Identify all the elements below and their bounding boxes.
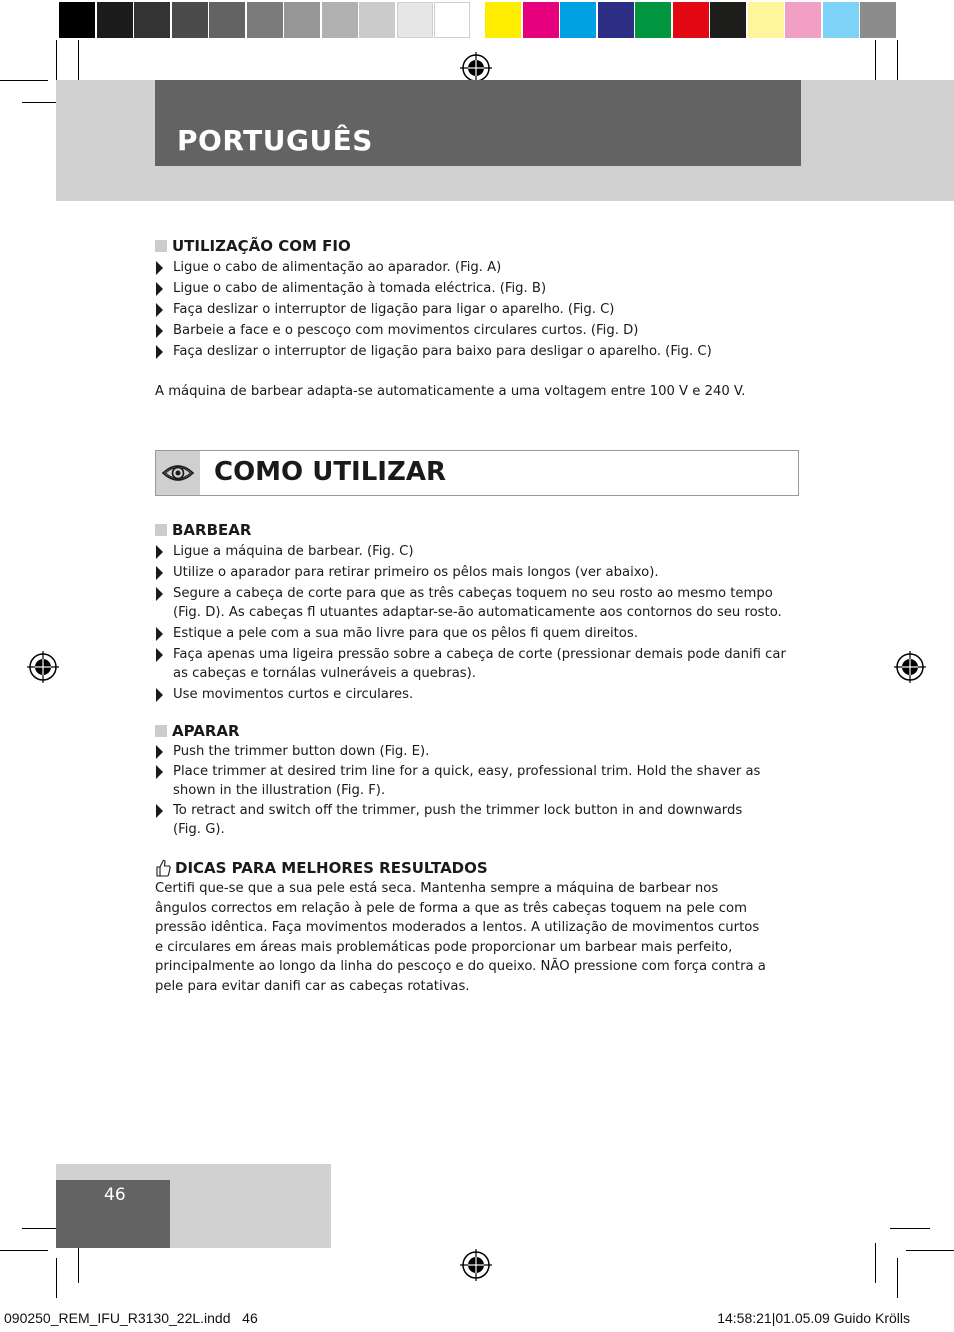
color-swatch <box>359 2 395 38</box>
section-heading-text: BARBEAR <box>172 521 252 539</box>
triangle-bullet-icon <box>156 282 163 296</box>
color-swatch <box>635 2 671 38</box>
color-swatch <box>172 2 208 38</box>
list-item <box>155 685 786 704</box>
list-item <box>155 624 786 643</box>
triangle-bullet-icon <box>156 745 163 759</box>
paragraph-line: pele para evitar danifi car as cabeças rotativas. <box>155 978 470 994</box>
section-heading-text: UTILIZAÇÃO COM FIO <box>172 237 351 255</box>
paragraph-line: e circulares em áreas mais problemáticas pode proporcionar um barbear mais perfeito, <box>155 939 733 955</box>
section-heading-dicas <box>155 859 488 877</box>
grayscale-swatch-bar <box>59 2 472 38</box>
page-number-box <box>56 1180 170 1248</box>
voltage-note: A máquina de barbear adapta-se automaticamente a uma voltagem entre 100 V e 240 V. <box>155 384 746 399</box>
crop-mark <box>56 1258 57 1298</box>
color-swatch <box>860 2 896 38</box>
list-item-text: shown in the illustration (Fig. F). <box>173 783 386 798</box>
timestamp-slug: 14:58:21|01.05.09 Guido Krölls <box>717 1310 910 1326</box>
section-heading-barbear <box>155 521 251 539</box>
section-title: COMO UTILIZAR <box>214 457 446 487</box>
list-item-text: Utilize o aparador para retirar primeiro os pêlos mais longos (ver abaixo). <box>173 565 659 580</box>
paragraph-line: ângulos correctos em relação à pele de forma a que as três cabeças toquem na pele com <box>155 900 747 916</box>
square-bullet-icon <box>155 524 167 536</box>
square-bullet-icon <box>155 240 167 252</box>
eye-icon <box>156 451 200 495</box>
triangle-bullet-icon <box>156 324 163 338</box>
color-swatch <box>209 2 245 38</box>
thumbs-up-icon <box>155 859 171 877</box>
section-heading-utilizacao <box>155 237 351 255</box>
square-bullet-icon <box>155 725 167 737</box>
triangle-bullet-icon <box>156 345 163 359</box>
list-item <box>155 645 786 683</box>
icon-box <box>156 451 200 495</box>
color-swatch <box>322 2 358 38</box>
triangle-bullet-icon <box>156 648 163 662</box>
triangle-bullet-icon <box>156 303 163 317</box>
color-swatch <box>823 2 859 38</box>
crop-mark <box>0 80 48 81</box>
color-swatch <box>673 2 709 38</box>
list-item <box>155 801 760 839</box>
list-item-text: Segure a cabeça de corte para que as três cabeças toquem no seu rosto ao mesmo tempo <box>173 586 773 601</box>
triangle-bullet-icon <box>156 261 163 275</box>
utilizacao-list <box>155 258 712 361</box>
crop-mark <box>875 1243 876 1283</box>
triangle-bullet-icon <box>156 587 163 601</box>
color-swatch <box>134 2 170 38</box>
color-swatch <box>748 2 784 38</box>
color-swatch <box>97 2 133 38</box>
color-swatch <box>785 2 821 38</box>
section-heading-text: APARAR <box>172 722 240 740</box>
list-item-text: Use movimentos curtos e circulares. <box>173 687 414 702</box>
list-item-text: (Fig. G). <box>173 822 225 837</box>
language-header <box>155 80 801 166</box>
color-swatch <box>284 2 320 38</box>
crop-mark <box>906 1250 954 1251</box>
color-swatch <box>397 2 433 38</box>
list-item-text: as cabeças e tornálas vulneráveis a quebras). <box>173 666 476 681</box>
color-swatch <box>59 2 95 38</box>
page-number: 46 <box>104 1185 126 1205</box>
file-slug: 090250_REM_IFU_R3130_22L.indd 46 <box>4 1310 258 1326</box>
color-swatch <box>485 2 521 38</box>
triangle-bullet-icon <box>156 545 163 559</box>
triangle-bullet-icon <box>156 566 163 580</box>
paragraph-line: pressão idêntica. Faça movimentos moderados a lentos. A utilização de movimentos curtos <box>155 920 760 936</box>
list-item-text: Faça deslizar o interruptor de ligação para ligar o aparelho. (Fig. C) <box>173 302 615 317</box>
color-swatch <box>710 2 746 38</box>
crop-mark <box>897 1258 898 1298</box>
triangle-bullet-icon <box>156 765 163 779</box>
crop-mark <box>0 1250 48 1251</box>
triangle-bullet-icon <box>156 804 163 818</box>
paragraph-line: principalmente ao longo da linha do pescoço e do queixo. NÃO pressione com força contra a <box>155 959 766 975</box>
list-item-text: Faça deslizar o interruptor de ligação para baixo para desligar o aparelho. (Fig. C) <box>173 344 712 359</box>
dicas-paragraph <box>155 879 766 997</box>
registration-mark-icon <box>27 651 59 683</box>
list-item <box>155 542 786 561</box>
color-swatch <box>598 2 634 38</box>
triangle-bullet-icon <box>156 627 163 641</box>
list-item-text: Ligue o cabo de alimentação à tomada eléctrica. (Fig. B) <box>173 281 547 296</box>
triangle-bullet-icon <box>156 688 163 702</box>
registration-mark-icon <box>894 651 926 683</box>
list-item <box>155 762 760 800</box>
list-item-text: Estique a pele com a sua mão livre para que os pêlos fi quem direitos. <box>173 626 638 641</box>
paragraph-line: Certifi que-se que a sua pele está seca. Mantenha sempre a máquina de barbear nos <box>155 881 719 896</box>
list-item-text: Barbeie a face e o pescoço com movimentos circulares curtos. (Fig. D) <box>173 323 639 338</box>
list-item-text: Ligue a máquina de barbear. (Fig. C) <box>173 544 414 559</box>
list-item <box>155 342 712 361</box>
como-utilizar-header <box>155 450 799 496</box>
registration-mark-icon <box>460 1249 492 1281</box>
section-heading-aparar <box>155 722 240 740</box>
crop-mark <box>78 1243 79 1283</box>
list-item <box>155 321 712 340</box>
list-item-text: Place trimmer at desired trim line for a quick, easy, professional trim. Hold the shaver as <box>173 764 761 779</box>
list-item-text: Ligue o cabo de alimentação ao aparador. (Fig. A) <box>173 260 502 275</box>
color-swatch <box>523 2 559 38</box>
list-item-text: To retract and switch off the trimmer, push the trimmer lock button in and downwards <box>173 803 743 818</box>
list-item <box>155 258 712 277</box>
section-heading-text: DICAS PARA MELHORES RESULTADOS <box>175 859 488 877</box>
process-color-swatch-bar <box>485 2 898 38</box>
color-swatch <box>247 2 283 38</box>
list-item <box>155 279 712 298</box>
crop-mark <box>890 1228 930 1229</box>
color-swatch <box>560 2 596 38</box>
list-item-text: Push the trimmer button down (Fig. E). <box>173 744 430 759</box>
list-item <box>155 742 760 761</box>
list-item <box>155 584 786 622</box>
aparar-list <box>155 742 760 839</box>
barbear-list <box>155 542 786 704</box>
color-swatch <box>434 2 470 38</box>
list-item <box>155 563 786 582</box>
list-item-text: Faça apenas uma ligeira pressão sobre a cabeça de corte (pressionar demais pode danifi car <box>173 647 786 662</box>
list-item-text: (Fig. D). As cabeças fl utuantes adaptar-se-ão automaticamente aos contornos do seu rosto. <box>173 605 782 620</box>
page-title: PORTUGUÊS <box>177 124 373 157</box>
list-item <box>155 300 712 319</box>
